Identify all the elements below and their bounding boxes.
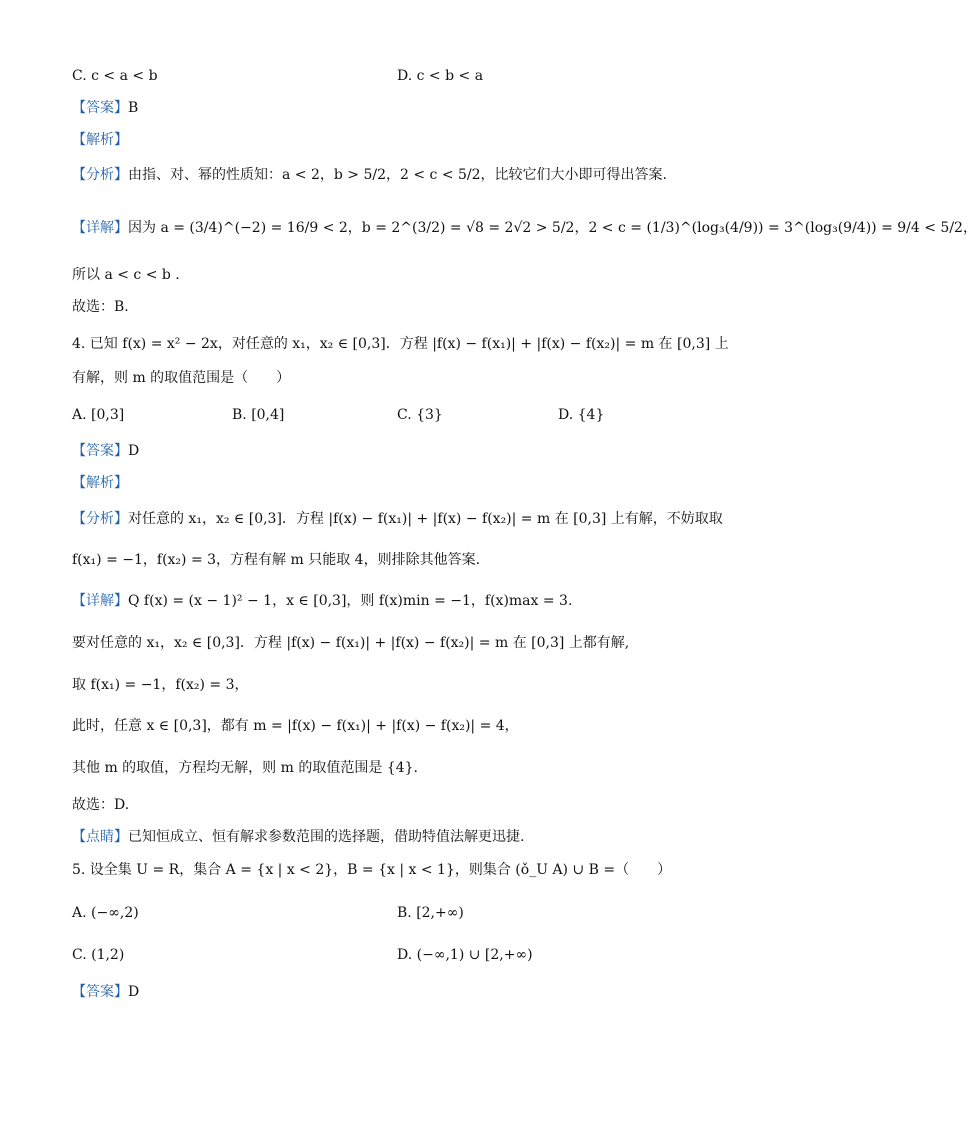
q4-fenxi-line1 <box>72 509 723 529</box>
xiangjie-text: Q f(x) = (x − 1)² − 1，x ∈ [0,3]，则 f(x)min = −1，f(x)max = 3. <box>128 593 573 609</box>
q4-choose: 故选：D. <box>72 797 130 813</box>
dianjing-tag: 【点睛】 <box>72 829 128 845</box>
fenxi-text: 对任意的 x₁，x₂ ∈ [0,3]．方程 |f(x) − f(x₁)| + |f(x) − f(x₂)| = m 在 [0,3] 上有解，不妨取取 <box>128 511 723 527</box>
q4-option-a: A. [0,3] <box>72 407 125 423</box>
answer-tag: 【答案】 <box>72 100 128 116</box>
xiangjie-tag: 【详解】 <box>72 220 128 236</box>
q5-option-b: B. [2,+∞) <box>397 905 464 921</box>
q5-stem: 5. 设全集 U = R，集合 A = {x | x < 2}，B = {x | x < 1}，则集合 (ǒ_U A) ∪ B =（ ） <box>72 862 672 878</box>
q5-option-c: C. (1,2) <box>72 947 125 963</box>
q3-analysis-tag: 【解析】 <box>72 132 128 148</box>
q5-option-a: A. (−∞,2) <box>72 905 139 921</box>
q3-answer <box>72 98 138 118</box>
q4-xiangjie-line4: 此时，任意 x ∈ [0,3]，都有 m = |f(x) − f(x₁)| + |f(x) − f(x₂)| = 4， <box>72 718 519 734</box>
q4-stem-line1: 4. 已知 f(x) = x² − 2x，对任意的 x₁，x₂ ∈ [0,3]．方程 |f(x) − f(x₁)| + |f(x) − f(x₂)| = m 在 [0,3] 上 <box>72 336 729 352</box>
q3-conclusion: 所以 a < c < b . <box>72 267 180 283</box>
q4-xiangjie-line1 <box>72 591 572 611</box>
answer-value: D <box>128 443 140 459</box>
q4-xiangjie-line3: 取 f(x₁) = −1，f(x₂) = 3， <box>72 677 249 693</box>
q4-xiangjie-line2: 要对任意的 x₁，x₂ ∈ [0,3]．方程 |f(x) − f(x₁)| + |f(x) − f(x₂)| = m 在 [0,3] 上都有解, <box>72 635 630 651</box>
q4-option-d: D. {4} <box>558 407 605 423</box>
q4-fenxi-line2: f(x₁) = −1，f(x₂) = 3，方程有解 m 只能取 4，则排除其他答案. <box>72 552 481 568</box>
xiangjie-tag: 【详解】 <box>72 593 128 609</box>
q4-dianjing <box>72 827 524 847</box>
q3-fenxi <box>72 165 667 185</box>
q3-option-d: D. c < b < a <box>397 68 484 84</box>
answer-value: D <box>128 984 140 1000</box>
answer-tag: 【答案】 <box>72 984 128 1000</box>
q5-option-d: D. (−∞,1) ∪ [2,+∞) <box>397 947 533 963</box>
xiangjie-text: 因为 a = (3/4)^(−2) = 16/9 < 2，b = 2^(3/2) = √8 = 2√2 > 5/2，2 < c = (1/3)^(log₃(4/9)) = 3^(log₃(9/4)) = 9/4 < 5/2， <box>128 220 977 236</box>
dianjing-text: 已知恒成立、恒有解求参数范围的选择题，借助特值法解更迅捷. <box>128 829 525 845</box>
q4-answer <box>72 441 139 461</box>
q4-analysis-tag: 【解析】 <box>72 475 128 491</box>
q4-option-c: C. {3} <box>397 407 443 423</box>
q4-xiangjie-line5: 其他 m 的取值，方程均无解，则 m 的取值范围是 {4}. <box>72 760 418 776</box>
fenxi-text: 由指、对、幂的性质知：a < 2，b > 5/2，2 < c < 5/2，比较它们大小即可得出答案. <box>128 167 667 183</box>
answer-value: B <box>128 100 139 116</box>
q5-answer <box>72 982 139 1002</box>
q3-option-c: C. c < a < b <box>72 68 158 84</box>
q4-option-b: B. [0,4] <box>232 407 285 423</box>
fenxi-tag: 【分析】 <box>72 167 128 183</box>
answer-tag: 【答案】 <box>72 443 128 459</box>
q3-choose: 故选：B. <box>72 299 129 315</box>
q3-xiangjie <box>72 218 977 238</box>
q4-stem-line2: 有解，则 m 的取值范围是（ ） <box>72 370 291 386</box>
fenxi-tag: 【分析】 <box>72 511 128 527</box>
